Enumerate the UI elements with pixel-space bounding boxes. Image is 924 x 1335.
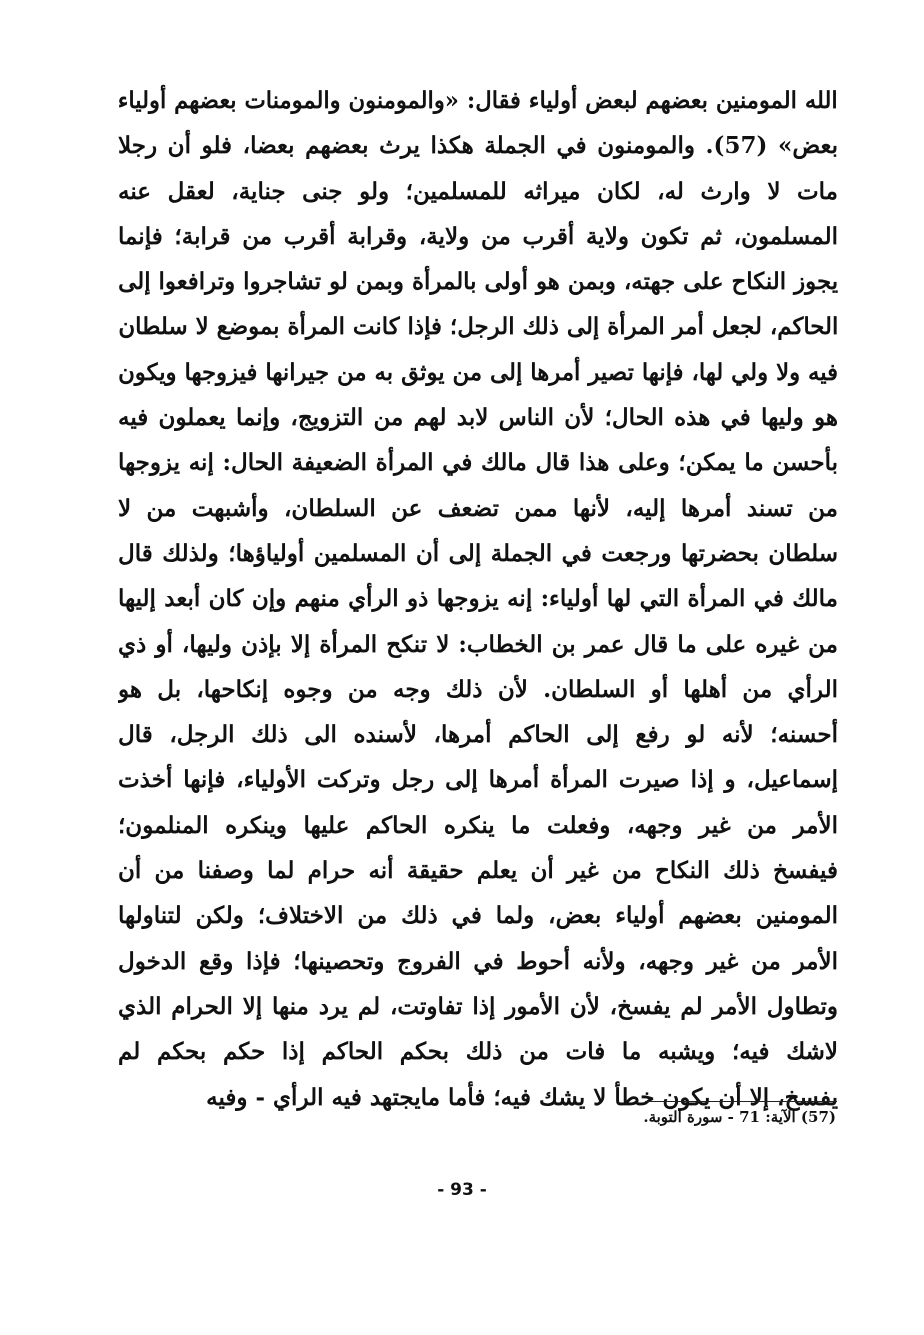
text-line: يجوز النكاح على جهته، وبمن هو أولى بالمرأة وبمن لو تشاجروا وترافعوا إلى bbox=[118, 268, 838, 296]
text-line: سلطان بحضرتها ورجعت في الجملة إلى أن المسلمين أولياؤها؛ ولذلك قال bbox=[118, 539, 838, 567]
text-line: أحسنه؛ لأنه لو رفع إلى الحاكم أمرها، لأسنده الى ذلك الرجل، قال bbox=[118, 721, 838, 749]
text-line: وتطاول الأمر لم يفسخ، لأن الأمور إذا تفاوتت، لم يرد منها إلا الحرام الذي bbox=[118, 992, 838, 1020]
text-line: الرأي من أهلها أو السلطان. لأن ذلك وجه من وجوه إنكاحها، بل هو bbox=[118, 675, 838, 703]
text-line: المومنين بعضهم أولياء بعض، ولما في ذلك من الاختلاف؛ ولكن لتناولها bbox=[118, 902, 838, 930]
text-line: الله المومنين بعضهم لبعض أولياء فقال: «والمومنون والمومنات بعضهم أولياء bbox=[118, 87, 838, 114]
text-line: بأحسن ما يمكن؛ وعلى هذا قال مالك في المرأة الضعيفة الحال: إنه يزوجها bbox=[118, 449, 838, 477]
footnote-separator bbox=[645, 1101, 837, 1102]
text-line: بعض» (57). والمومنون في الجملة هكذا يرث بعضهم بعضا، فلو أن رجلا bbox=[118, 132, 838, 160]
text-line: هو وليها في هذه الحال؛ لأن الناس لابد لهم من التزويج، وإنما يعملون فيه bbox=[118, 404, 838, 432]
body-text bbox=[118, 78, 838, 1120]
text-line: الحاكم، لجعل أمر المرأة إلى ذلك الرجل؛ فإذا كانت المرأة بموضع لا سلطان bbox=[118, 313, 838, 341]
text-line: الأمر من غير وجهه، ولأنه أحوط في الفروج وتحصينها؛ فإذا وقع الدخول bbox=[118, 947, 838, 975]
text-line: المسلمون، ثم تكون ولاية أقرب من ولاية، وقرابة أقرب من قرابة؛ فإنما bbox=[118, 222, 838, 250]
text-line: مات لا وارث له، لكان ميراثه للمسلمين؛ ولو جنى جناية، لعقل عنه bbox=[118, 177, 838, 205]
footnote: (57) الآية: 71 - سورة التوبة. bbox=[643, 1108, 836, 1126]
page-number: - 93 - bbox=[437, 1180, 487, 1200]
text-line: فيفسخ ذلك النكاح من غير أن يعلم حقيقة أنه حرام لما وصفنا من أن bbox=[118, 857, 838, 885]
text-line: فيه ولا ولي لها، فإنها تصير أمرها إلى من يوثق به من جيرانها فيزوجها ويكون bbox=[118, 358, 838, 386]
text-line: الأمر من غير وجهه، وفعلت ما ينكره الحاكم عليها وينكره المنلمون؛ bbox=[118, 811, 838, 839]
text-line: يفسخ، إلا أن يكون خطأ لا يشك فيه؛ فأما مايجتهد فيه الرأي - وفيه bbox=[206, 1083, 838, 1111]
text-line: لاشك فيه؛ ويشبه ما فات من ذلك بحكم الحاكم إذا حكم بحكم لم bbox=[118, 1038, 838, 1066]
text-line: مالك في المرأة التي لها أولياء: إنه يزوجها ذو الرأي منهم وإن كان أبعد إليها bbox=[118, 585, 838, 613]
text-line: من تسند أمرها إليه، لأنها ممن تضعف عن السلطان، وأشبهت من لا bbox=[118, 494, 838, 522]
text-line: من غيره على ما قال عمر بن الخطاب: لا تنكح المرأة إلا بإذن وليها، أو ذي bbox=[118, 630, 838, 658]
text-line: إسماعيل، و إذا صيرت المرأة أمرها إلى رجل وتركت الأولياء، فإنها أخذت bbox=[118, 766, 838, 794]
